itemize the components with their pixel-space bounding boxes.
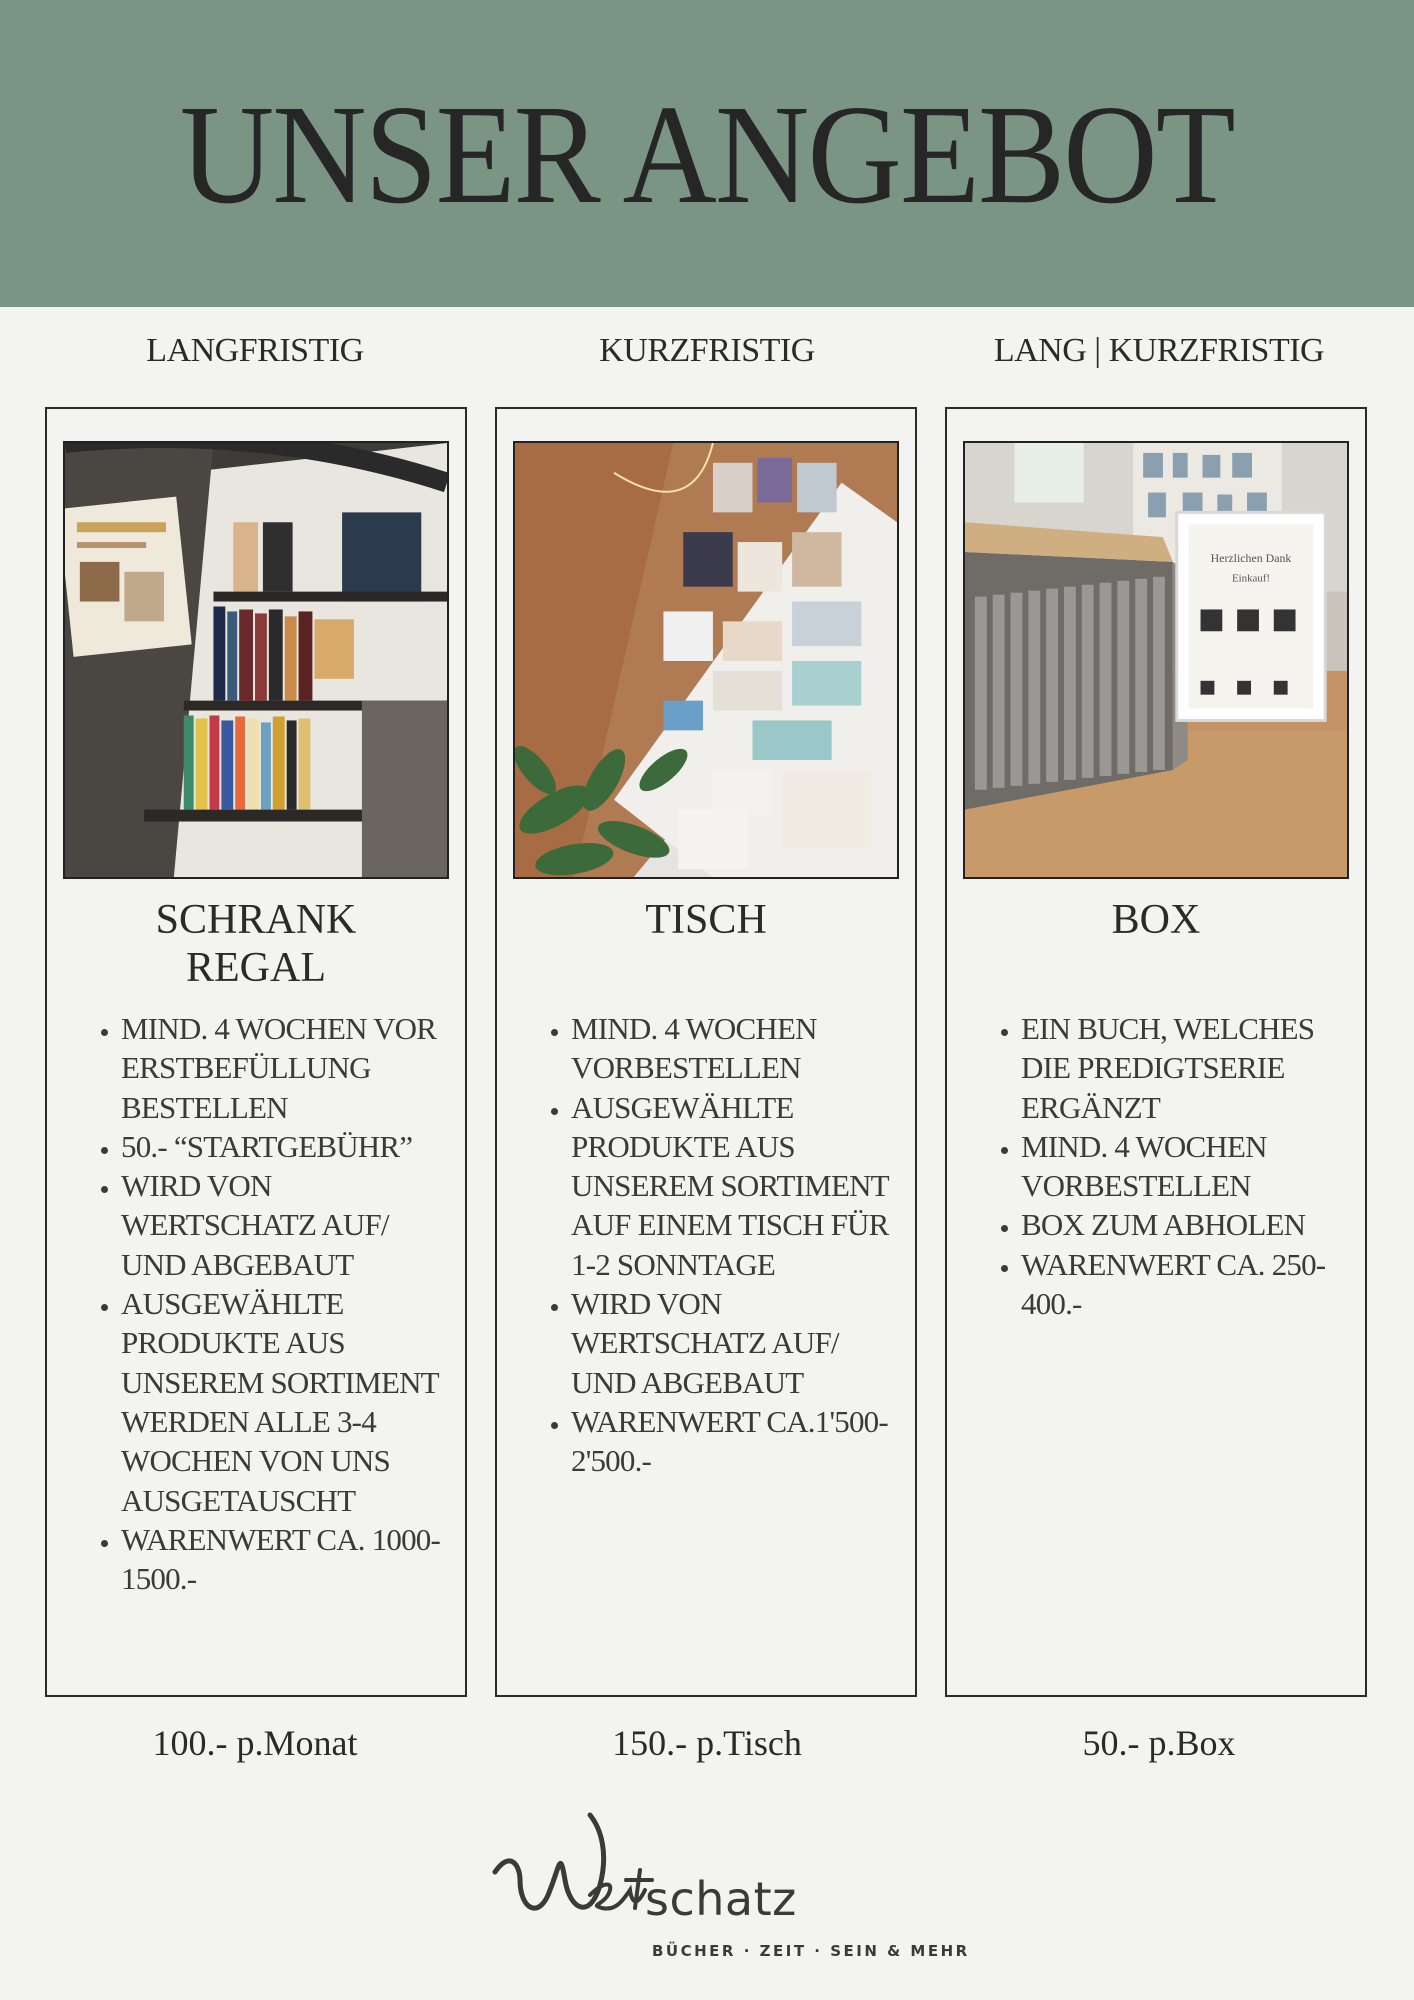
book-box-photo [963,441,1349,879]
bullet-item: • MIND. 4 WOCHEN VORBESTELLEN [571,1009,905,1088]
offer-title [497,896,915,944]
term-label-langfristig: LANGFRISTIG [146,332,364,369]
offer-title [947,896,1365,944]
term-label-kurzfristig: KURZFRISTIG [599,332,815,369]
logo-tagline: BÜCHER · ZEIT · SEIN & MEHR [652,1942,970,1960]
offer-card-tisch [495,407,917,1697]
offer-bullet-list [541,1009,905,1481]
bullet-item: • WARENWERT CA. 1000-1500.- [121,1520,455,1599]
bullet-item: • AUSGEWÄHLTE PRODUKTE AUS UNSEREM SORTIMENT WERDEN ALLE 3-4 WOCHEN VON UNS AUSGETAUSCHT [121,1284,455,1520]
wertschatz-logo [490,1810,970,1970]
price-box: 50.- p.Box [1082,1723,1236,1763]
product-table-photo [513,441,899,879]
price-schrank: 100.- p.Monat [152,1723,358,1763]
bullet-item: • EIN BUCH, WELCHES DIE PREDIGTSERIE ERGÄNZT [1021,1009,1355,1127]
offer-title-line: SCHRANK [155,897,357,943]
bullet-item: • AUSGEWÄHLTE PRODUKTE AUS UNSEREM SORTIMENT AUF EINEM TISCH FÜR 1-2 SONNTAGE [571,1088,905,1284]
offer-title [47,896,465,992]
svg-text:Herzlichen Dank: Herzlichen Dank [1210,550,1292,565]
bullet-item: • 50.- “STARTGEBÜHR” [121,1127,455,1166]
bookshelf-cabinet-photo [63,441,449,879]
bullet-item: • MIND. 4 WOCHEN VOR ERSTBEFÜLLUNG BESTELLEN [121,1009,455,1127]
bullet-item: • MIND. 4 WOCHEN VORBESTELLEN [1021,1127,1355,1206]
price-tisch: 150.- p.Tisch [612,1723,802,1763]
bullet-item: • BOX ZUM ABHOLEN [1021,1205,1355,1244]
offer-card-schrank [45,407,467,1697]
offer-title-line: BOX [1111,897,1201,943]
svg-text:Einkauf!: Einkauf! [1231,572,1271,585]
header-banner [0,0,1414,307]
bullet-item: • WIRD VON WERTSCHATZ AUF/ UND ABGEBAUT [121,1166,455,1284]
offer-title-line: TISCH [645,897,767,943]
bullet-item: • WARENWERT CA. 250-400.- [1021,1245,1355,1324]
offer-card-box [945,407,1367,1697]
term-label-lang-kurzfristig: LANG | KURZFRISTIG [993,332,1325,369]
logo-wordmark: schatz [645,1872,797,1926]
page-title: UNSER ANGEBOT [180,74,1234,233]
offer-bullet-list [991,1009,1355,1323]
bullet-item: • WARENWERT CA.1'500-2'500.- [571,1402,905,1481]
offer-title-line: REGAL [186,945,326,991]
bullet-item: • WIRD VON WERTSCHATZ AUF/ UND ABGEBAUT [571,1284,905,1402]
offer-bullet-list [91,1009,455,1598]
